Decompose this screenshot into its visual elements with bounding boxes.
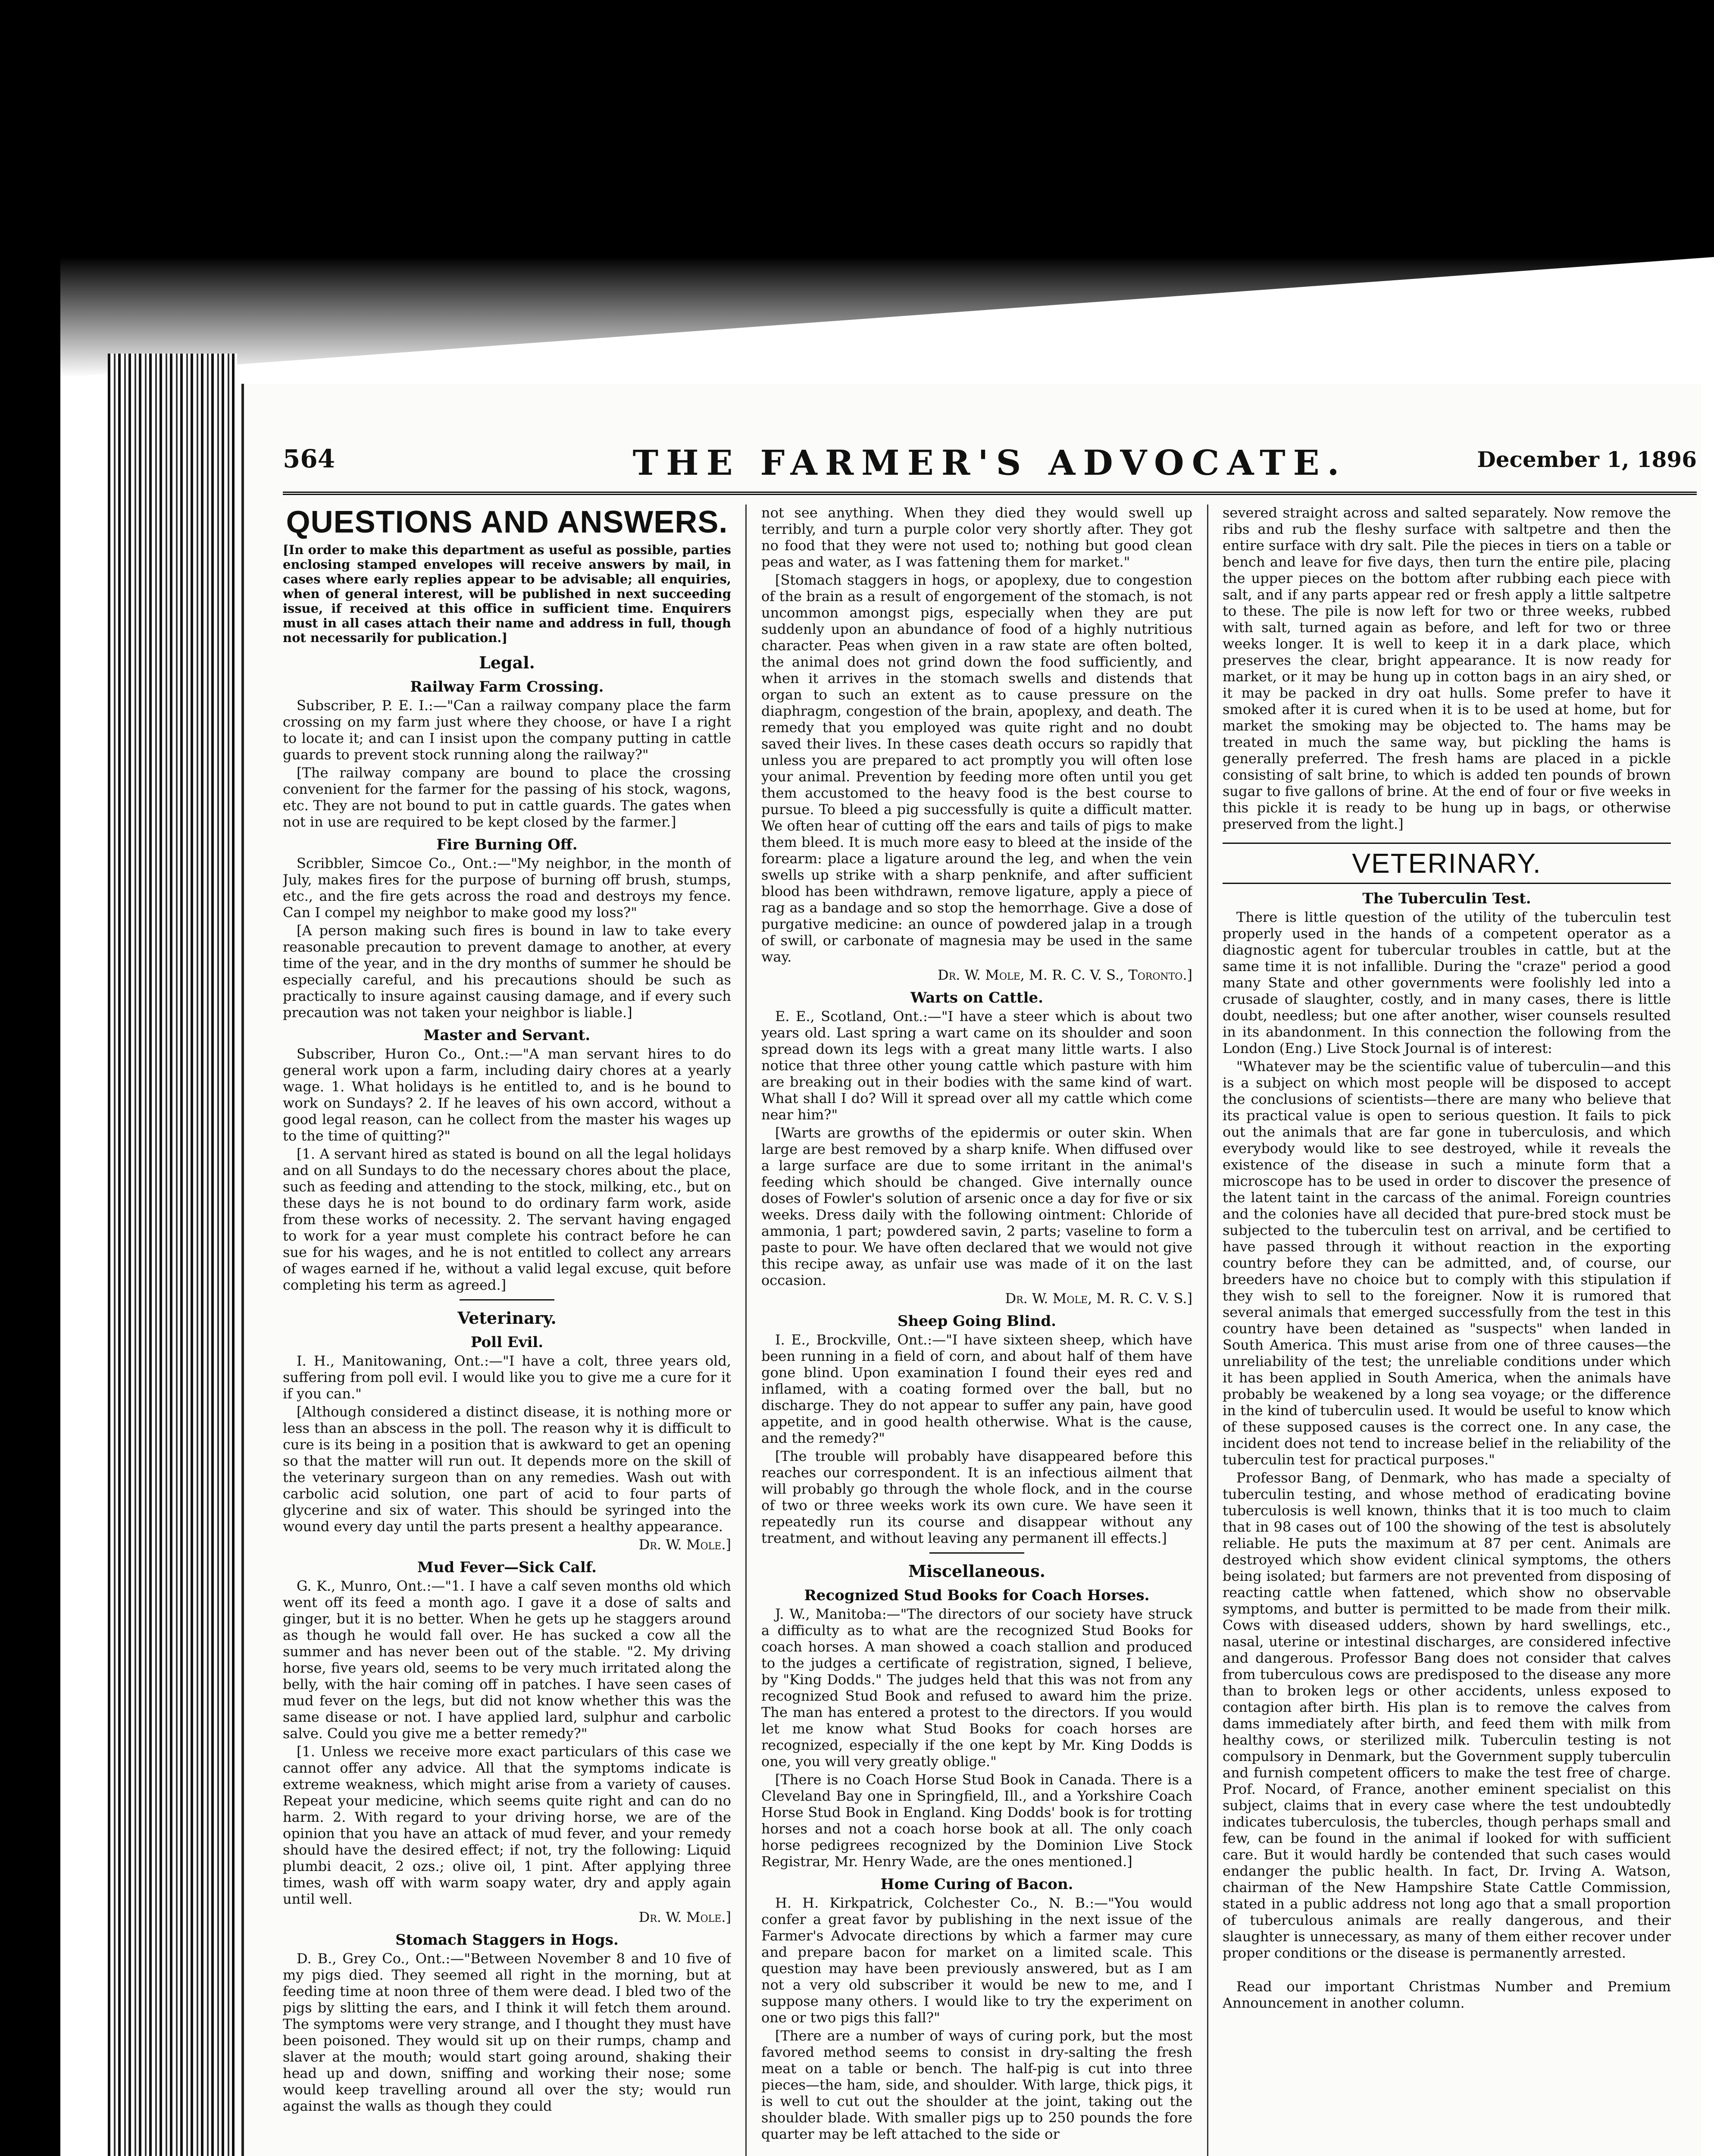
question: Scribbler, Simcoe Co., Ont.:—"My neighbor, in the month of July, makes fires for the purpose of burning off brush, stumps, etc., and the fire gets across the road and destroys my fence. Can I compel my neighbor to make good my loss?" — [283, 855, 731, 921]
section-title: QUESTIONS AND ANSWERS. — [286, 505, 728, 539]
question: E. E., Scotland, Ont.:—"I have a steer which is about two years old. Last spring a wart came on its shoulder and soon spread down its legs with a great many little warts. I also notice that three other young cattle which pasture with him are breaking out in their bodies with the same kind of wart. What shall I do? Will it spread over all my cattle which come near him?" — [761, 1008, 1192, 1123]
column-rule — [745, 505, 747, 2156]
article-title: Fire Burning Off. — [436, 836, 578, 853]
question: I. H., Manitowaning, Ont.:—"I have a colt, three years old, suffering from poll evil. I would like you to give me a cure for it if you can." — [283, 1353, 731, 1402]
subsection-legal: Legal. — [479, 653, 535, 672]
scan-background — [0, 0, 1714, 110]
question: G. K., Munro, Ont.:—"1. I have a calf seven months old which went off its feed a month ago. I gave it a dose of salts and ginger, but it is no better. When he gets up he staggers around as though he would fall over. He has sucked a cow all the summer and has never been out of the stable. "2. My driving horse, five years old, seems to be very much irritated along the belly, with the hair coming off in patches. I have seen cases of mud fever on the legs, but did not know whether this was the same disease or not. I have applied lard, sulphur and carbolic salve. Could you give me a better remedy?" — [283, 1578, 731, 1742]
article-title: Warts on Cattle. — [910, 989, 1043, 1006]
article-title: Master and Servant. — [423, 1027, 591, 1044]
article-title: The Tuberculin Test. — [1362, 890, 1531, 907]
answer: [A person making such fires is bound in law to take every reasonable precaution to prevent damage to another, at every time of the year, and in the dry months of summer he should be especially careful, and his precautions should be such as practically to insure against causing damage, and if every such precaution was not taken your neighbor is liable.] — [283, 922, 731, 1021]
subsection-veterinary: Veterinary. — [457, 1308, 557, 1328]
answer: [Stomach staggers in hogs, or apoplexy, due to congestion of the brain as a result of engorgement of the stomach, is not uncommon amongst pigs, especially when they are put suddenly upon an abundance of food of a highly nutritious character. Peas when given in a raw state are often bolted, the animal does not grind down the food sufficiently, and when it arrives in the stomach swells and distends that organ to such an extent as to cause pressure on the diaphragm, congestion of the brain, apoplexy, and death. The remedy that you employed was quite right and no doubt saved their lives. In these cases death occurs so rapidly that unless you are prepared to act promptly you will often lose your animal. Prevention by feeding more often until you get them accustomed to the heavy food is the best course to pursue. To bleed a pig successfully is quite a difficult matter. We often hear of cutting off the ears and tails of pigs to make them bleed. It is much more easy to bleed at the inside of the forearm: place a ligature around the leg, and when the vein swells up strike with a sharp penknife, and after sufficient blood has been withdrawn, remove ligature, apply a piece of rag as a bandage and so stop the hemorrhage. Give a dose of purgative medicine: an ounce of powdered jalap in a trough of swill, or carbonate of magnesia may be used in the same way. — [761, 572, 1192, 965]
signature: Dr. W. Mole.] — [638, 1536, 731, 1553]
column-1 — [283, 505, 731, 2156]
answer: [Warts are growths of the epidermis or outer skin. When large are best removed by a sharp knife. When diffused over a large surface are due to some irritant in the animal's feeding which should be changed. Give internally ounce doses of Fowler's solution of arsenic once a day for five or six weeks. Dress daily with the following ointment: Chloride of ammonia, 1 part; powdered savin, 2 parts; vaseline to form a paste to pour. We have often declared that we would not give this recipe away, as unfair use was made of it on the last occasion. — [761, 1125, 1192, 1288]
divider — [929, 1552, 1024, 1554]
continued-text: severed straight across and salted separately. Now remove the ribs and rub the fleshy surface with saltpetre and then the entire surface with dry salt. Pile the pieces in tiers on a table or bench and leave for five days, then turn the entire pile, placing the upper pieces on the bottom after rubbing each piece with salt, and if any parts appear red or fresh apply a little saltpetre to these. The pile is now left for two or three weeks, rubbed with salt, turned again as before, and left for two or three weeks longer. It is well to keep it in a dark place, which preserves the clear, bright appearance. It is now ready for market, or it may be hung up in cotton bags in an airy shed, or it may be packed in dry oat hulls. Some prefer to have it smoked after it is cured when it is to be used at home, but for market the smoking may be objected to. The hams may be treated in much the same way, but pickling the hams is generally preferred. The fresh hams are placed in a pickle consisting of salt brine, to which is added ten pounds of brown sugar to five gallons of brine. At the end of four or five weeks in this pickle it is ready to be hung up in bags, or otherwise preserved from the light.] — [1223, 505, 1671, 832]
answer: [The railway company are bound to place the crossing convenient for the farmer for the passing of his stock, wagons, etc. They are not bound to put in cattle guards. The gates when not in use are required to be kept closed by the farmer.] — [283, 765, 731, 830]
column-2 — [761, 505, 1192, 2156]
question: Subscriber, Huron Co., Ont.:—"A man servant hires to do general work upon a farm, including dairy chores at a yearly wage. 1. What holidays is he entitled to, and is he bound to work on Sundays? 2. If he leaves of his own accord, without a good legal reason, can he collect from the master his wages up to the time of quitting?" — [283, 1046, 731, 1144]
signature: Dr. W. Mole, M. R. C. V. S.] — [1005, 1290, 1192, 1307]
journal-title: THE FARMER'S ADVOCATE. — [632, 442, 1347, 483]
answer: [1. A servant hired as stated is bound on all the legal holidays and on all Sundays to do the necessary chores about the place, such as feeding and attending to the stock, milking, etc., but on these days he is not bound to do ordinary farm work, aside from these works of necessity. 2. The servant having engaged to work for a year must complete his contract before he can sue for his wages, and he is not entitled to collect any arrears of wages earned if he, without a valid legal excuse, quit before completing his term as agreed.] — [283, 1146, 731, 1293]
answer: [There are a number of ways of curing pork, but the most favored method seems to consist in dry-salting the fresh meat on a table or bench. The half-pig is cut into three pieces—the ham, side, and shoulder. With large, thick pigs, it is well to cut out the shoulder at the joint, taking out the shoulder blade. With smaller pigs up to 250 pounds the fore quarter may be left attached to the side or — [761, 2028, 1192, 2142]
page-header — [283, 444, 1697, 495]
article-paragraph: There is little question of the utility of the tuberculin test properly used in the hands of a competent operator as a diagnostic agent for tubercular troubles in cattle, but at the same time it is not infallible. During the "craze" period a good many State and other governments were foolishly led into a crusade of slaughter, costly, and in many cases, there is little doubt, needless; but one after another, wiser counsels resulted in its abandonment. In this connection the following from the London (Eng.) Live Stock Journal is of interest: — [1223, 909, 1671, 1056]
article-title: Stomach Staggers in Hogs. — [395, 1931, 619, 1949]
answer: [The trouble will probably have disappeared before this reaches our correspondent. It is an infectious ailment that will probably go through the whole flock, and in the course of two or three weeks work its own cure. We have seen it repeatedly run its course and disappear without any treatment, and without leaving any permanent ill effects.] — [761, 1448, 1192, 1546]
signature: Dr. W. Mole, M. R. C. V. S., Toronto.] — [937, 967, 1192, 983]
article-paragraph: Professor Bang, of Denmark, who has made a specialty of tuberculin testing, and whose method of eradicating bovine tuberculosis is well known, thinks that it is too much to claim that in 98 cases out of 100 the showing of the test is absolutely reliable. He puts the maximum at 87 per cent. Animals are destroyed which show evident clinical symptoms, the others being isolated; but farmers are not prevented from disposing of reacting cattle when fattened, which show no observable symptoms, and butter is permitted to be made from their milk. Cows with diseased udders, shown by hard swellings, etc., nasal, uterine or intestinal discharges, are considered infective and dangerous. Professor Bang does not consider that calves from tuberculous cows are predisposed to the disease any more than to broken legs or other accidents, unless exposed to contagion after birth. His plan is to remove the calves from dams immediately after birth, and feed them with milk from healthy cows, or sterilized milk. Tuberculin testing is not compulsory in Denmark, but the Government supply tuberculin and furnish competent officers to make the test free of charge. Prof. Nocard, of France, another eminent specialist on this subject, claims that in every case where the test undoubtedly indicates tuberculosis, the tubercles, though perhaps small and few, can be found in the animal if looked for with sufficient care. But it would hardly be contended that such cases would endanger the public health. In fact, Dr. Irving A. Watson, chairman of the New Hampshire State Cattle Commission, stated in a public address not long ago that a small proportion of tuberculous animals are really dangerous, and their slaughter is unnecessary, as many of them either recover under proper conditions or the disease is permanently arrested. — [1223, 1470, 1671, 1961]
question: Subscriber, P. E. I.:—"Can a railway company place the farm crossing on my farm just where they choose, or have I a right to locate it; and can I insist upon the company putting in cattle guards to prevent stock running along the railway?" — [283, 697, 731, 763]
page-edges — [108, 354, 237, 2156]
article-paragraph: "Whatever may be the scientific value of tuberculin—and this is a subject on which most people will be disposed to accept the conclusions of scientists—there are many who believe that its practical value is open to serious question. It fails to pick out the animals that are far gone in tuberculosis, and which everybody would like to see destroyed, while it reveals the existence of the disease in such a minute form that a microscope has to be used in order to discover the presence of the latent taint in the carcass of the animal. Foreign countries and the colonies have all decided that pure-bred stock must be subjected to the tuberculin test on arrival, and be certified to have passed through it without reaction in the exporting country before they can be admitted, and, of course, our breeders have no choice but to comply with this stipulation if they wish to sell to the foreigner. Now it is rumored that several animals that emerged successfully from the test in this country have been detained as "suspects" when landed in South America. This must arise from one of three causes—the unreliability of the test; the unreliable conditions under which it has been applied in South America, when the animals have probably be weakened by a long sea voyage; or the difference in the kind of tuberculin used. It would be useful to know which of these supposed causes is the correct one. In any case, the incident does not tend to increase belief in the reliability of the tuberculin test for practical purposes." — [1223, 1058, 1671, 1468]
answer: [Although considered a distinct disease, it is nothing more or less than an abscess in the poll. The reason why it is difficult to cure is its being in a position that is awkward to get an opening so that the matter will run out. It depends more on the skill of the veterinary surgeon than on any remedies. Wash out with carbolic acid solution, one part of acid to four parts of glycerine and six of water. This should be syringed into the wound every day until the parts present a healthy appearance. — [283, 1404, 731, 1535]
divider — [460, 1299, 554, 1300]
question: D. B., Grey Co., Ont.:—"Between November 8 and 10 five of my pigs died. They seemed all right in the morning, but at feeding time at noon three of them were dead. I bled two of the pigs by slitting the ears, and I think it will fetch them around. The symptoms were very strange, and I thought they must have been poisoned. They would sit up on their rumps, champ and slaver at the mouth; would start going around, shaking their head up and down, sniffing and working their nose; some would keep travelling around all over the sty; would run against the walls as though they could — [283, 1950, 731, 2114]
question: J. W., Manitoba:—"The directors of our society have struck a difficulty as to what are the recognized Stud Books for coach horses. A man showed a coach stallion and produced to the judges a certificate of registration, signed, I believe, by "King Dodds." The judges held that this was not from any recognized Stud Book and refused to award him the prize. The man has entered a protest to the directors. If you would let me know what Stud Books for coach horses are recognized, especially if the one kept by Mr. King Dodds is one, you will very greatly oblige." — [761, 1606, 1192, 1770]
answer: [There is no Coach Horse Stud Book in Canada. There is a Cleveland Bay one in Springfield, Ill., and a Yorkshire Coach Horse Stud Book in England. King Dodds' book is for trotting horses and not a coach horse book at all. The only coach horse pedigrees recognized by the Dominion Live Stock Registrar, Mr. Henry Wade, are the ones mentioned.] — [761, 1771, 1192, 1870]
column-3 — [1223, 505, 1671, 2156]
issue-date: December 1, 1896 — [1477, 447, 1697, 472]
question: H. H. Kirkpatrick, Colchester Co., N. B.:—"You would confer a great favor by publishing in the next issue of the Farmer's Advocate directions by which a farmer may cure and prepare bacon for market on a limited scale. This question may have been previously answered, but as I am not a very old subscriber it would be new to me, and I suppose many others. I would like to try the experiment on one or two pigs this fall?" — [761, 1895, 1192, 2026]
continued-text: not see anything. When they died they would swell up terribly, and turn a purple color very shortly after. They got no food that they were not used to; nothing but good clean peas and water, as I was fattening them for market." — [761, 505, 1192, 570]
article-title: Poll Evil. — [470, 1334, 544, 1351]
announcement: Read our important Christmas Number and Premium Announcement in another column. — [1223, 1978, 1671, 2011]
newspaper-page — [241, 384, 1701, 2156]
article-title: Sheep Going Blind. — [897, 1313, 1056, 1330]
article-title: Home Curing of Bacon. — [880, 1876, 1073, 1893]
subsection-miscellaneous: Miscellaneous. — [908, 1561, 1046, 1581]
answer: [1. Unless we receive more exact particulars of this case we cannot offer any advice. All that the symptoms indicate is extreme weakness, which might arise from a variety of causes. Repeat your medicine, which seems quite right and can do no harm. 2. With regard to your driving horse, we are of the opinion that you have an attack of mud fever, and your remedy should have the desired effect; if not, try the following: Liquid plumbi deacit, 2 ozs.; olive oil, 1 pint. After applying three times, wash off with warm soapy water, dry and apply again until well. — [283, 1743, 731, 1907]
veterinary-banner: VETERINARY. — [1223, 843, 1671, 884]
signature: Dr. W. Mole.] — [638, 1909, 731, 1925]
column-rule — [1207, 505, 1208, 2156]
article-title: Mud Fever—Sick Calf. — [417, 1559, 597, 1576]
question: I. E., Brockville, Ont.:—"I have sixteen sheep, which have been running in a field of corn, and about half of them have gone blind. Upon examination I found their eyes red and inflamed, with a coating formed over the ball, but no discharge. They do not appear to suffer any pain, have good appetite, and in good health otherwise. What is the cause, and the remedy?" — [761, 1332, 1192, 1446]
article-title: Railway Farm Crossing. — [410, 678, 604, 696]
editorial-notice: [In order to make this department as useful as possible, parties enclosing stamped envelopes will receive answers by mail, in cases where early replies appear to be advisable; all enquiries, when of general interest, will be published in next succeeding issue, if received at this office in sufficient time. Enquirers must in all cases attach their name and address in full, though not necessarily for publication.] — [283, 542, 731, 645]
page-number: 564 — [283, 444, 335, 473]
article-title: Recognized Stud Books for Coach Horses. — [804, 1587, 1150, 1604]
